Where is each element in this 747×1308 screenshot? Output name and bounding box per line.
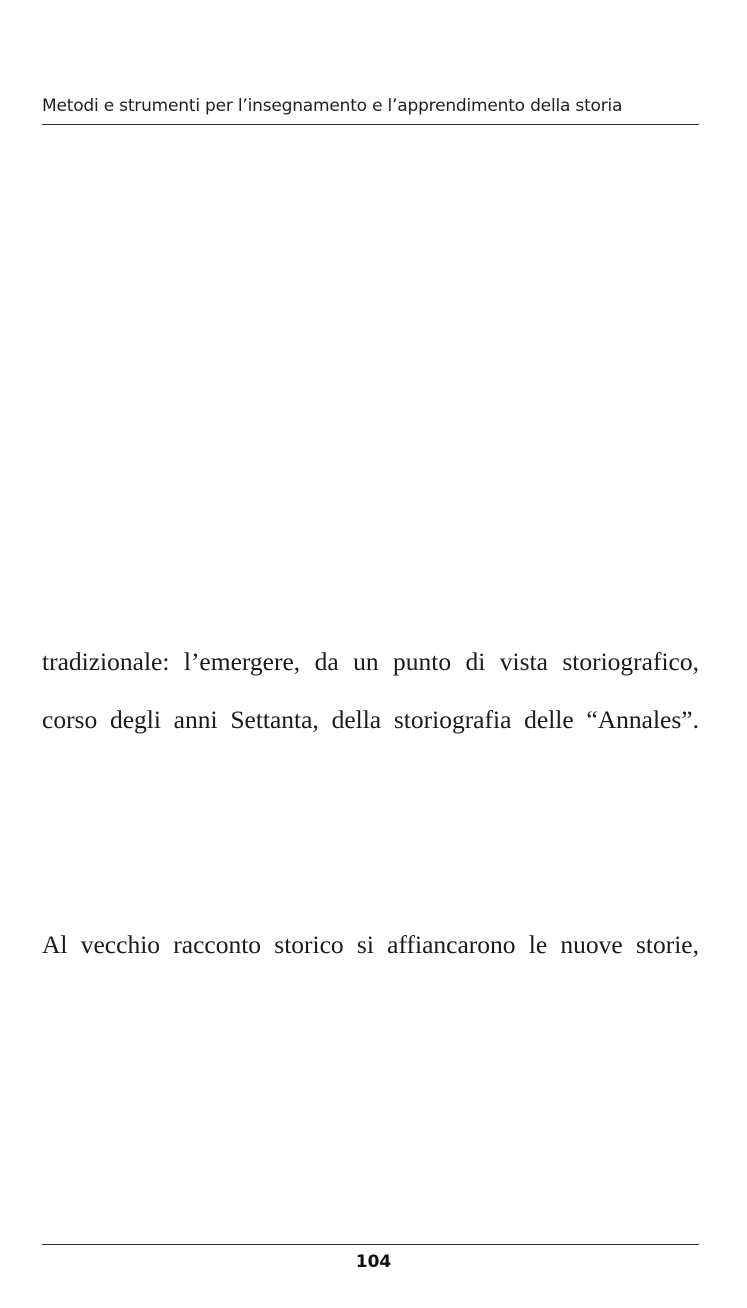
header-rule bbox=[42, 124, 699, 125]
page-number: 104 bbox=[355, 1252, 392, 1272]
running-header-title: Metodi e strumenti per l’insegnamento e l’apprendimento della storia bbox=[42, 96, 623, 116]
body-text-line: Al vecchio racconto storico si affiancarono le nuove storie, bbox=[42, 930, 699, 959]
body-text-line: tradizionale: l’emergere, da un punto di vista storiografico, bbox=[42, 647, 699, 676]
body-text-line: corso degli anni Settanta, della storiografia delle “Annales”. bbox=[42, 705, 699, 734]
footer-rule bbox=[42, 1244, 699, 1245]
